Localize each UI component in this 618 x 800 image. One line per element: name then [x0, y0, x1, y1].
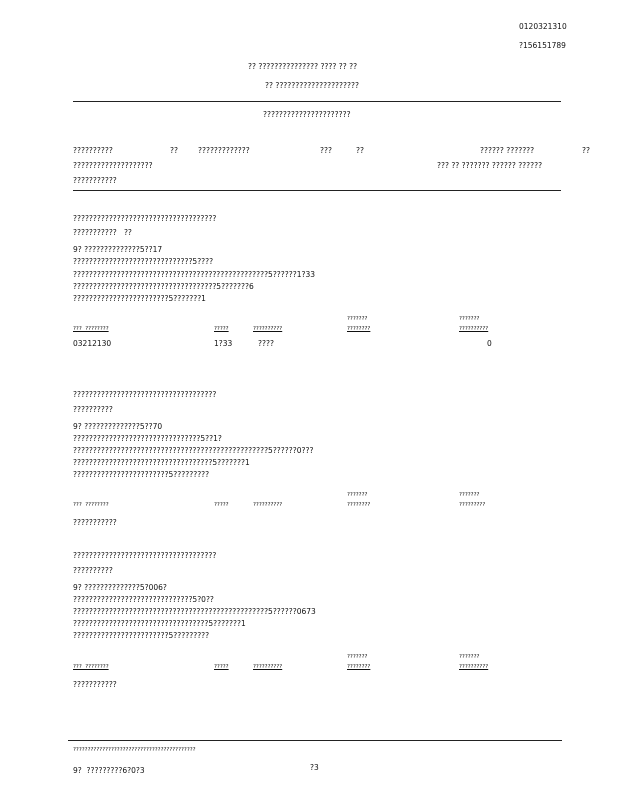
column-header: ??????? [347, 316, 368, 322]
column-header: ?????????? [459, 326, 489, 332]
column-header: ??????? [347, 654, 368, 660]
info-label: ?? [356, 146, 364, 155]
info-label: ?????????? [73, 146, 113, 155]
detail-line: 9? ??????????????5??70 [73, 422, 163, 431]
document-subtitle: ?? ????????????????????? [265, 81, 359, 90]
detail-line: ??????????????????????????????5?0?? [73, 595, 214, 604]
column-header: ??????? [459, 654, 480, 660]
column-header: ??? ???????? [73, 664, 109, 670]
section-heading: ?????????????????????? [263, 110, 351, 119]
detail-line: ??????????????????????????????5???? [73, 257, 214, 266]
info-label: ?? [582, 146, 590, 155]
detail-line: 9? ??????????????5?006? [73, 583, 167, 592]
table-cell: ???? [258, 339, 274, 348]
empty-row-text: ??????????? [73, 518, 117, 527]
detail-line: ?????????????????????????????????????????????????5??????0??? [73, 446, 314, 455]
section-title: ???????????????????????????????????? [73, 390, 217, 399]
divider [73, 101, 561, 102]
footer-divider [68, 740, 562, 741]
divider [73, 190, 561, 191]
table-cell: 0 [487, 339, 492, 348]
column-header: ?????????? [253, 664, 283, 670]
table-cell: 03212130 [73, 339, 112, 348]
detail-line: ????????????????????????5???????1 [73, 294, 206, 303]
column-header: ?????????? [459, 664, 489, 670]
detail-line: ??????????????????????????????????5???????1 [73, 619, 246, 628]
detail-line: ?????????????????????????????????????????????????5??????1?33 [73, 270, 316, 279]
column-header: ????????? [459, 502, 486, 508]
column-header: ?????????? [253, 502, 283, 508]
footer-reference: 9? ?????????6?0?3 [73, 766, 145, 775]
column-header: ????? [214, 664, 229, 670]
column-header: ???????? [347, 502, 371, 508]
footer-text: ?????????????????????????????????????????? [73, 747, 196, 753]
column-header: ?????????? [253, 326, 283, 332]
section-subtitle: ?????????? [73, 405, 113, 414]
column-header: ???????? [347, 326, 371, 332]
section-title: ???????????????????????????????????? [73, 551, 217, 560]
section-subtitle: ??????????? ?? [73, 228, 132, 237]
reference-number-2: ?156151789 [519, 41, 566, 50]
document-title: ?? ??????????????? ???? ?? ?? [248, 62, 358, 71]
column-header: ??????? [347, 492, 368, 498]
info-label: ??? ?? ??????? ?????? ?????? [437, 161, 543, 170]
info-label: ?? [170, 146, 178, 155]
detail-line: ????????????????????????5????????? [73, 470, 210, 479]
column-header: ??????? [459, 492, 480, 498]
info-label: ??????????? [73, 176, 117, 185]
detail-line: ????????????????????????????????5??1? [73, 434, 222, 443]
info-label: ?????? ??????? [480, 146, 535, 155]
column-header: ???????? [347, 664, 371, 670]
detail-line: ????????????????????????????????????5???????6 [73, 282, 254, 291]
column-header: ??? ???????? [73, 502, 109, 508]
table-cell: 1?33 [214, 339, 233, 348]
info-label: ???????????????????? [73, 161, 153, 170]
column-header: ??????? [459, 316, 480, 322]
empty-row-text: ??????????? [73, 680, 117, 689]
detail-line: ????????????????????????5????????? [73, 631, 210, 640]
info-label: ????????????? [198, 146, 250, 155]
section-title: ???????????????????????????????????? [73, 214, 217, 223]
section-subtitle: ?????????? [73, 566, 113, 575]
reference-number: 0120321310 [519, 22, 567, 31]
info-label: ??? [320, 146, 332, 155]
detail-line: ?????????????????????????????????????????????????5??????0673 [73, 607, 316, 616]
column-header: ??? ???????? [73, 326, 109, 332]
detail-line: 9? ??????????????5??17 [73, 245, 163, 254]
column-header: ????? [214, 502, 229, 508]
column-header: ????? [214, 326, 229, 332]
page-number: ?3 [310, 763, 319, 772]
detail-line: ???????????????????????????????????5???????1 [73, 458, 250, 467]
